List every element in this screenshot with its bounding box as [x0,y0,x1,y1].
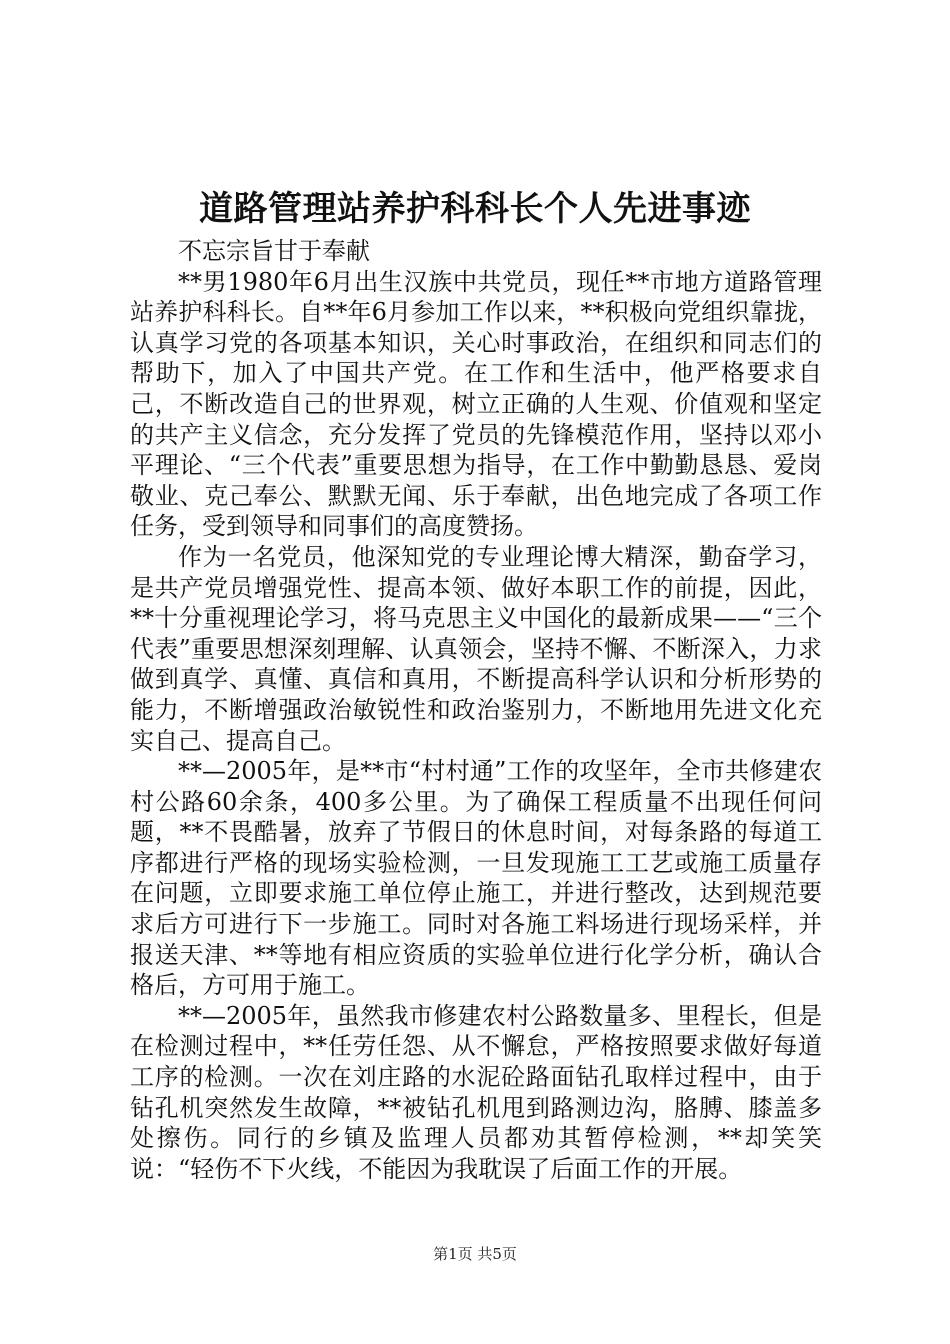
body-paragraph: **—2005年，是**市“村村通”工作的攻坚年，全市共修建农村公路60余条，400多公里。为了确保工程质量不出现任何问题，**不畏酷暑，放弃了节假日的休息时间，对每条路的每道工序都进行严格的现场实验检测，一旦发现施工工艺或施工质量存在问题，立即要求施工单位停止施工，并进行整改，达到规范要求后方可进行下一步施工。同时对各施工料场进行现场采样，并报送天津、**等地有相应资质的实验单位进行化学分析，确认合格后，方可用于施工。 [130,757,822,1000]
page-footer: 第1页 共5页 [433,1245,517,1263]
document-title: 道路管理站养护科科长个人先进事迹 [199,189,751,229]
document-body [130,236,822,1184]
body-paragraph: 作为一名党员，他深知党的专业理论博大精深，勤奋学习，是共产党员增强党性、提高本领、做好本职工作的前提，因此，**十分重视理论学习，将马克思主义中国化的最新成果——“三个代表”重要思想深刻理解、认真领会，坚持不懈、不断深入，力求做到真学、真懂、真信和真用，不断提高科学认识和分析形势的能力，不断增强政治敏锐性和政治鉴别力，不断地用先进文化充实自己、提高自己。 [130,542,822,755]
body-paragraph: **男1980年6月出生汉族中共党员，现任**市地方道路管理站养护科科长。自**年6月参加工作以来，**积极向党组织靠拢，认真学习党的各项基本知识，关心时事政治，在组织和同志们的帮助下，加入了中国共产党。在工作和生活中，他严格要求自己，不断改造自己的世界观，树立正确的人生观、价值观和坚定的共产主义信念，充分发挥了党员的先锋模范作用，坚持以邓小平理论、“三个代表”重要思想为指导，在工作中勤勤恳恳、爱岗敬业、克己奉公、默默无闻、乐于奉献，出色地完成了各项工作任务，受到领导和同事们的高度赞扬。 [130,267,822,541]
body-paragraph: **—2005年，虽然我市修建农村公路数量多、里程长，但是在检测过程中，**任劳任怨、从不懈怠，严格按照要求做好每道工序的检测。一次在刘庄路的水泥砼路面钻孔取样过程中，由于钻孔机突然发生故障，**被钻孔机甩到路测边沟，胳膊、膝盖多处擦伤。同行的乡镇及监理人员都劝其暂停检测，**却笑笑说：“轻伤不下火线，不能因为我耽误了后面工作的开展。 [130,1001,822,1183]
subtitle-paragraph: 不忘宗旨甘于奉献 [178,237,370,265]
